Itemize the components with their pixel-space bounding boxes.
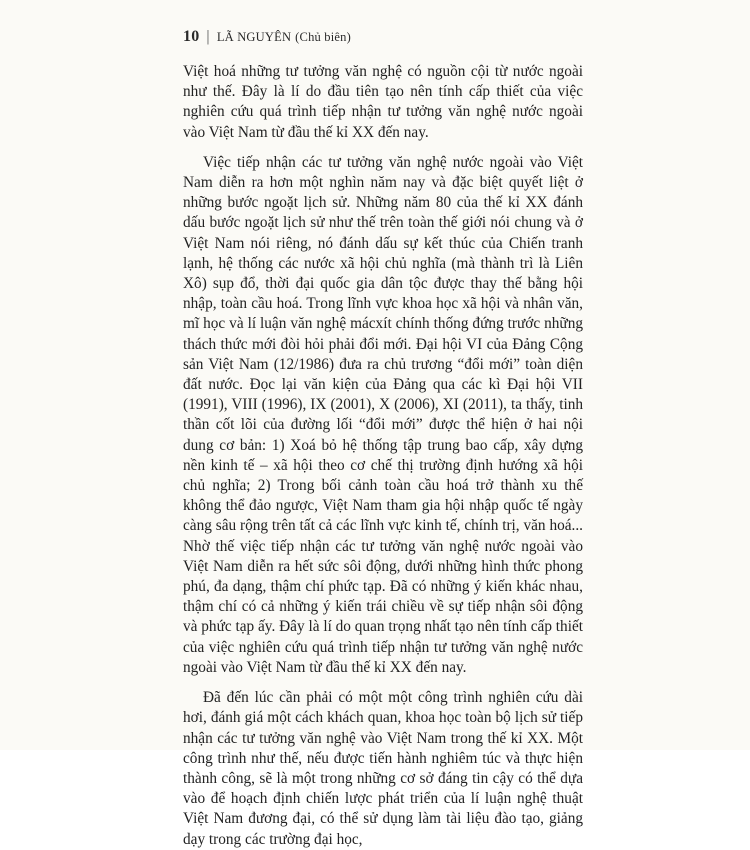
paragraph-2: Việc tiếp nhận các tư tưởng văn nghệ nước ngoài vào Việt Nam diễn ra hơn một nghìn năm nay và đặc biệt quyết liệt ở những bước ngoặt lịch sử. Những năm 80 của thế kỉ XX đánh dấu bước ngoặt lịch sử như thế trên toàn thế giới nói chung và ở Việt Nam nói riêng, nó đánh dấu sự kết thúc của Chiến tranh lạnh, hệ thống các nước xã hội chủ nghĩa (mà thành trì là Liên Xô) sụp đổ, thời đại quốc gia dân tộc được thay thế bằng hội nhập, toàn cầu hoá. Trong lĩnh vực khoa học xã hội và nhân văn, mĩ học và lí luận văn nghệ mácxít chính thống đứng trước những thách thức mới đòi hỏi phải đổi mới. Đại hội VI của Đảng Cộng sản Việt Nam (12/1986) đưa ra chủ trương “đổi mới” toàn diện đất nước. Đọc lại văn kiện của Đảng qua các kì Đại hội VII (1991), VIII (1996), IX (2001), X (2006), XI (2011), ta thấy, tinh thần cốt lõi của đường lối “đổi mới” được thể hiện ở hai nội dung cơ bản: 1) Xoá bỏ hệ thống tập trung bao cấp, xây dựng nền kinh tế – xã hội theo cơ chế thị trường định hướng xã hội chủ nghĩa; 2) Trong bối cảnh toàn cầu hoá trở thành xu thế không thể đảo ngược, Việt Nam tham gia hội nhập quốc tế ngày càng sâu rộng trên tất cả các lĩnh vực kinh tế, chính trị, văn hoá... Nhờ thế việc tiếp nhận các tư tưởng văn nghệ nước ngoài vào Việt Nam diễn ra hết sức sôi động, dưới những hình thức phong phú, đa dạng, thậm chí phức tạp. Đã có những ý kiến khác nhau, thậm chí có cả những ý kiến trái chiều về sự tiếp nhận sôi động và phức tạp ấy. Đây là lí do quan trọng nhất tạo nên tính cấp thiết của việc nghiên cứu quá trình tiếp nhận tư tưởng văn nghệ nước ngoài vào Việt Nam từ đầu thế kỉ XX đến nay. — [183, 153, 583, 676]
paragraph-1: Việt hoá những tư tưởng văn nghệ có nguồn cội từ nước ngoài như thế. Đây là lí do đầu tiên tạo nên tính cấp thiết của việc nghiên cứu quá trình tiếp nhận tư tưởng văn nghệ nước ngoài vào Việt Nam từ đầu thế kỉ XX đến nay. — [183, 63, 583, 141]
paragraph-3: Đã đến lúc cần phải có một một công trình nghiên cứu dài hơi, đánh giá một cách khách quan, khoa học toàn bộ lịch sử tiếp nhận các tư tưởng văn nghệ vào Việt Nam trong thế kỉ XX. Một công trình như thế, nếu được tiến hành nghiêm túc và thực hiện thành công, sẽ là một trong những cơ sở đáng tin cậy có thể dựa vào để hoạch định chiến lược phát triển của lí luận nghệ thuật Việt Nam đương đại, có thể sử dụng làm tài liệu đào tạo, giảng dạy trong các trường đại học, — [183, 689, 583, 848]
header-role: (Chủ biên) — [295, 29, 351, 44]
header-author: LÃ NGUYÊN — [216, 29, 292, 44]
page-number: 10 — [183, 28, 200, 45]
header-separator: | — [206, 28, 210, 45]
running-header — [183, 28, 351, 46]
body-text — [183, 62, 583, 850]
